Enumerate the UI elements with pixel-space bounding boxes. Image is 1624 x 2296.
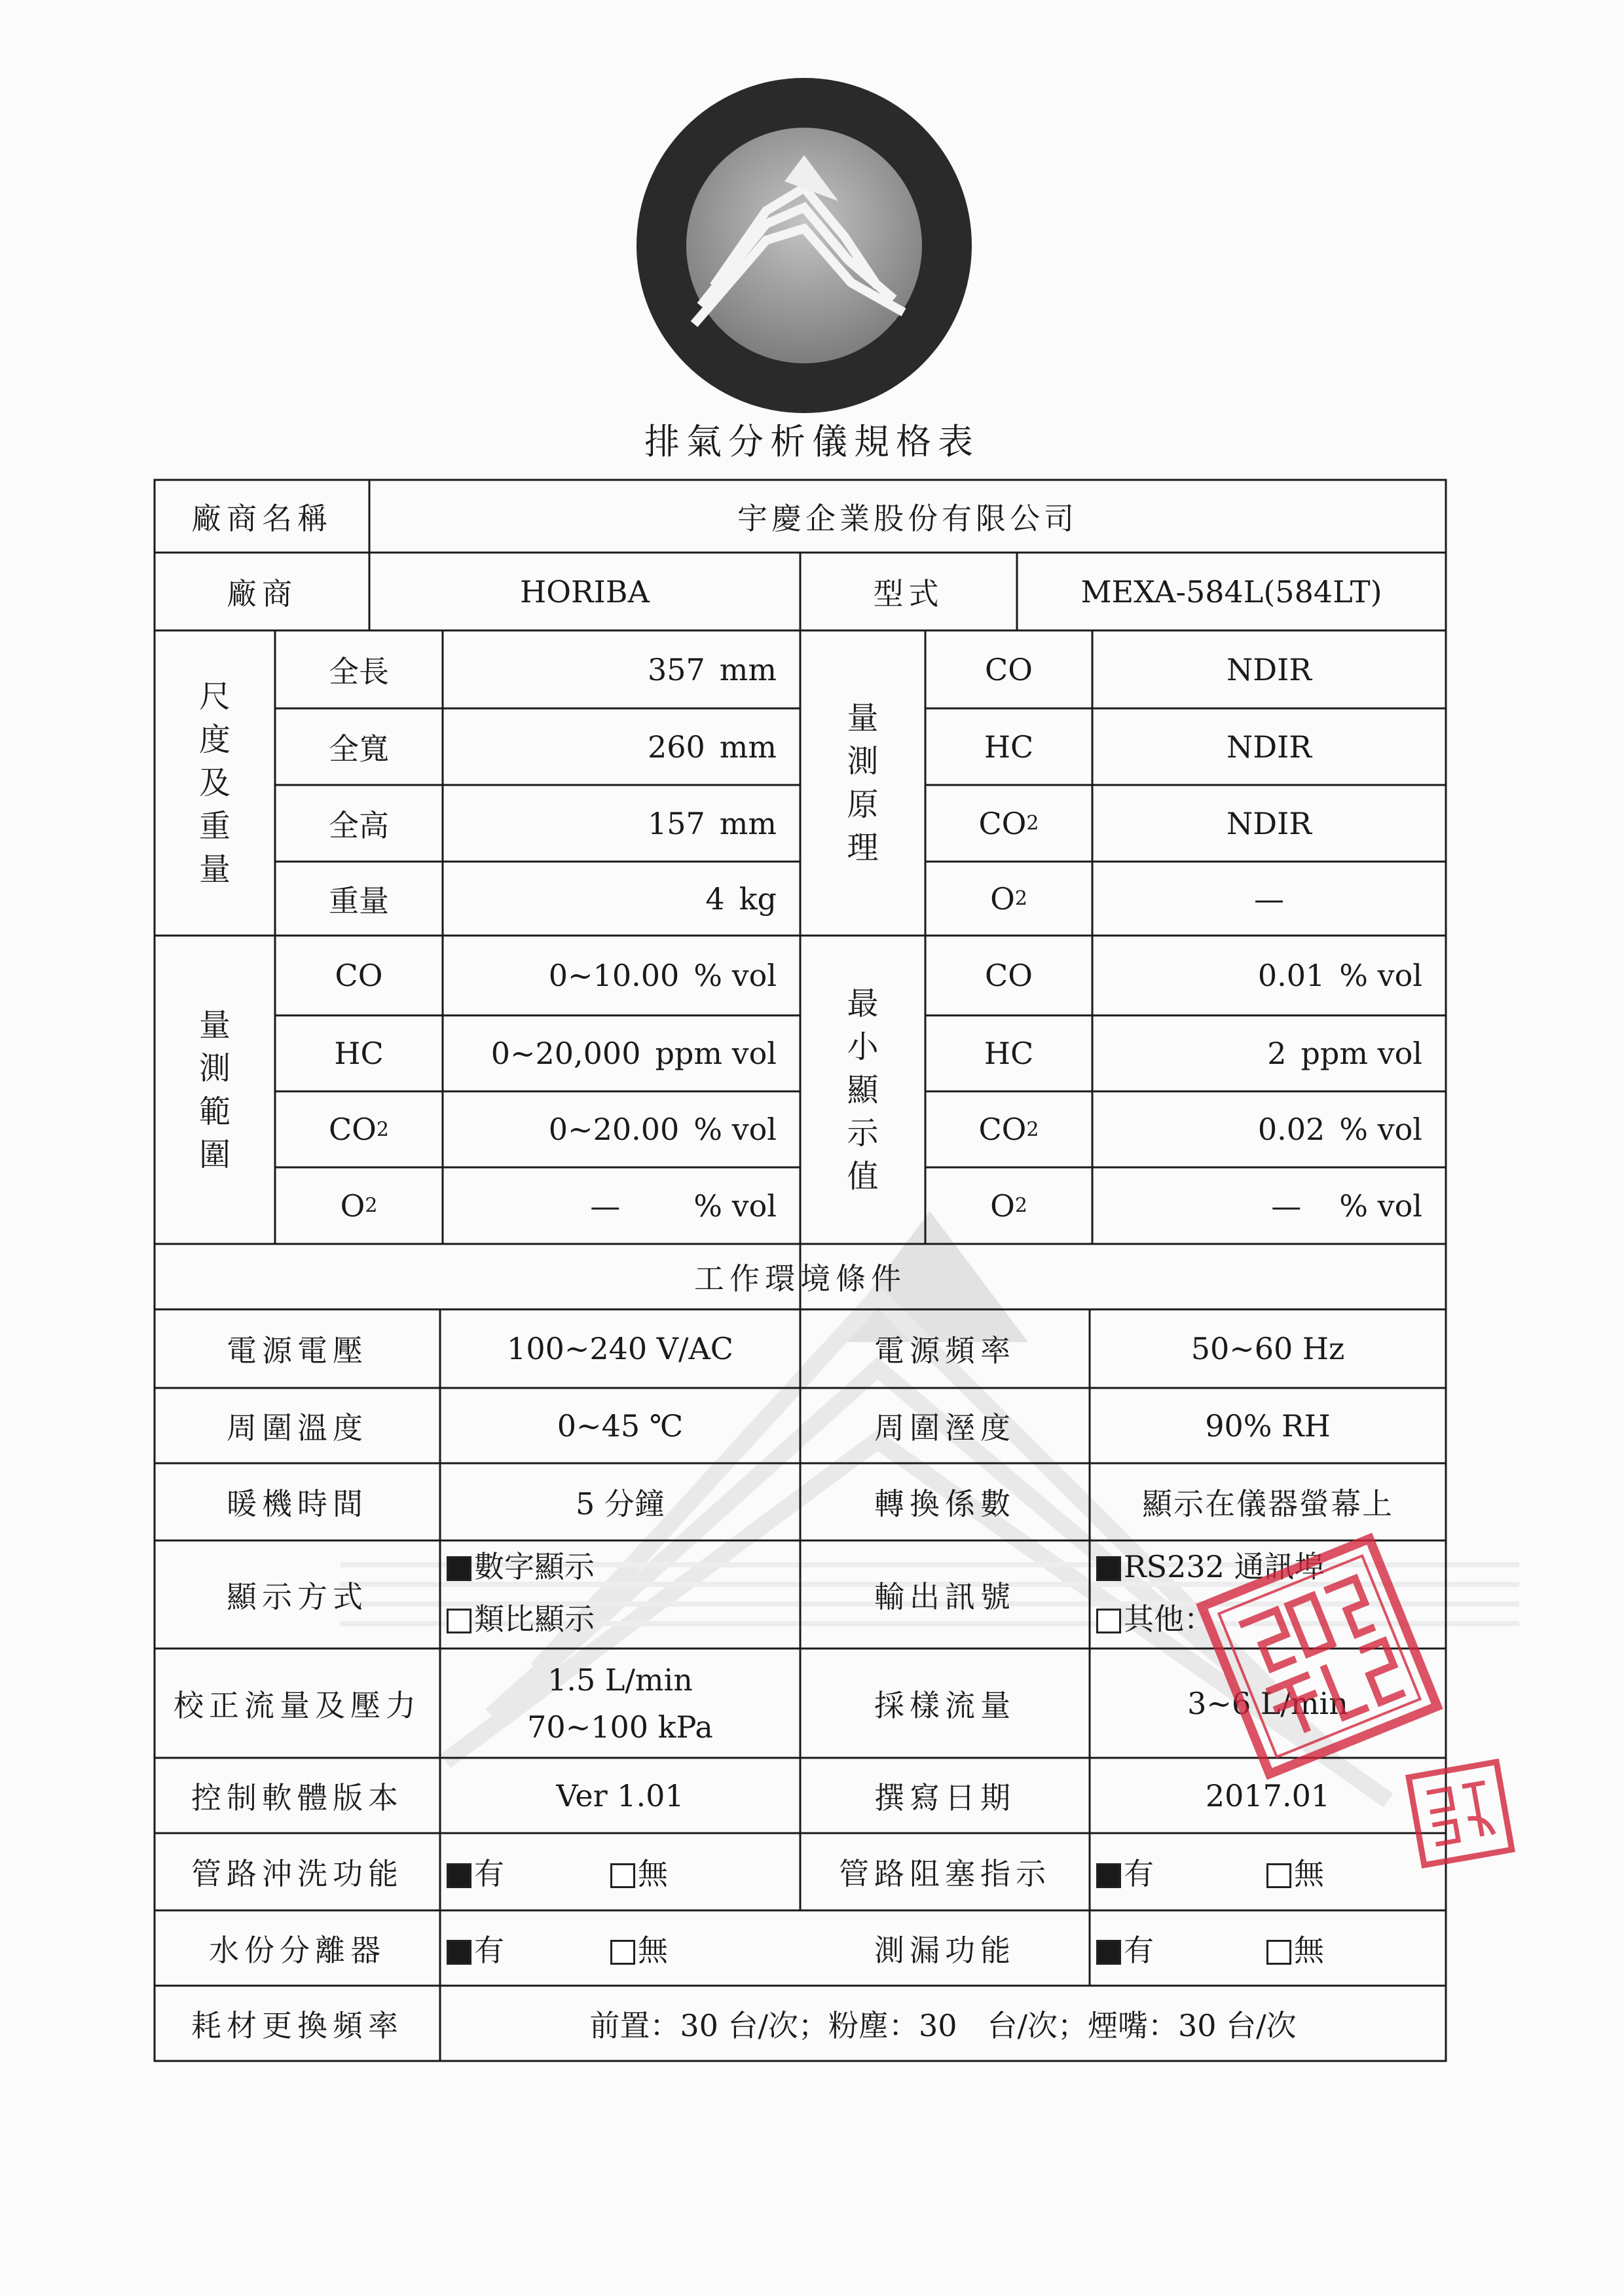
resolution-value-co: 0.01 % vol	[1257, 958, 1422, 993]
principle-gas-hc: HC	[984, 729, 1034, 765]
environment-section-title: 工作環境條件	[694, 1261, 906, 1296]
leak-no[interactable]: 無	[1266, 1927, 1324, 1970]
checkbox-checked-icon[interactable]	[1096, 1940, 1121, 1965]
checkbox-empty-icon[interactable]	[1266, 1863, 1291, 1888]
maker-value: HORIBA	[520, 574, 650, 610]
range-group-label: 量 測 範 圍	[198, 1006, 231, 1173]
separator-yes[interactable]: 有	[447, 1927, 610, 1970]
ambient-temp-label: 周圍溫度	[227, 1410, 368, 1446]
principle-group-label: 量 測 原 理	[847, 700, 879, 866]
flush-yes[interactable]: 有	[447, 1850, 610, 1893]
checkbox-empty-icon[interactable]	[610, 1940, 635, 1965]
flush-function-label: 管路沖洗功能	[191, 1856, 403, 1891]
checkbox-checked-icon[interactable]	[447, 1556, 471, 1581]
principle-gas-co2: CO 2	[978, 805, 1039, 841]
consumable-value: 前置：30 台/次；粉塵：30 台/次；煙嘴：30 台/次	[589, 2007, 1297, 2043]
dim-width-label: 全寬	[329, 731, 389, 767]
display-mode-label: 顯示方式	[227, 1578, 368, 1614]
written-date-value: 2017.01	[1205, 1777, 1331, 1813]
maker-label: 廠商	[227, 575, 297, 611]
checkbox-empty-icon[interactable]	[447, 1609, 471, 1633]
flush-function-options	[440, 1833, 800, 1910]
power-voltage-label: 電源電壓	[227, 1333, 368, 1368]
checkbox-checked-icon[interactable]	[447, 1863, 471, 1888]
range-gas-hc: HC	[334, 1036, 384, 1071]
warmup-value: 5 分鐘	[576, 1486, 665, 1522]
software-version-value: Ver 1.01	[556, 1777, 684, 1813]
resolution-gas-co2: CO 2	[978, 1112, 1039, 1147]
output-option-rs232[interactable]: RS232 通訊埠	[1096, 1540, 1325, 1593]
checkbox-empty-icon[interactable]	[610, 1863, 635, 1888]
sampling-flow-label: 採樣流量	[874, 1687, 1016, 1723]
calibration-label: 校正流量及壓力	[174, 1687, 421, 1723]
dim-weight-label: 重量	[329, 883, 389, 919]
conversion-value: 顯示在儀器螢幕上	[1142, 1486, 1393, 1522]
written-date-label: 撰寫日期	[874, 1779, 1016, 1815]
leak-test-label: 測漏功能	[874, 1932, 1016, 1968]
range-value-co2: 0~20.00 % vol	[548, 1112, 777, 1147]
resolution-gas-co: CO	[985, 958, 1033, 993]
conversion-label: 轉換係數	[874, 1486, 1016, 1522]
range-gas-co2: CO 2	[328, 1112, 389, 1147]
range-value-o2: — % vol	[590, 1188, 777, 1224]
consumable-label: 耗材更換頻率	[191, 2007, 403, 2043]
range-value-hc: 0~20,000 ppm vol	[490, 1036, 777, 1071]
resolution-gas-o2: O 2	[990, 1188, 1027, 1224]
principle-method-co2: NDIR	[1227, 805, 1312, 841]
principle-gas-co: CO	[985, 651, 1033, 687]
warmup-label: 暖機時間	[227, 1486, 368, 1522]
leak-test-options	[1090, 1910, 1446, 1986]
resolution-group-label: 最 小 顯 示 值	[847, 985, 879, 1195]
principle-gas-o2: O 2	[990, 881, 1027, 917]
calibration-values	[440, 1649, 800, 1758]
power-frequency-value: 50~60 Hz	[1190, 1331, 1345, 1366]
range-gas-o2: O 2	[340, 1188, 378, 1224]
output-signal-label: 輸出訊號	[874, 1578, 1016, 1614]
document-title: 排氣分析儀規格表	[644, 421, 980, 462]
display-mode-options	[440, 1540, 800, 1649]
company-name: 宇慶企業股份有限公司	[737, 500, 1078, 536]
company-name-label: 廠商名稱	[191, 500, 333, 536]
dim-height-label: 全高	[329, 807, 389, 843]
dimensions-group-label: 尺 度 及 重 量	[198, 678, 231, 888]
ambient-humidity-label: 周圍溼度	[874, 1410, 1016, 1446]
company-seal-stamp	[1189, 1525, 1450, 1787]
leak-yes[interactable]: 有	[1096, 1927, 1266, 1970]
model-value: MEXA-584L(584LT)	[1080, 574, 1382, 610]
model-label: 型式	[873, 575, 944, 611]
dim-weight-value: 4 kg	[705, 881, 777, 917]
checkbox-checked-icon[interactable]	[1096, 1863, 1121, 1888]
water-separator-options	[440, 1910, 800, 1986]
calibration-pressure: 70~100 kPa	[527, 1709, 713, 1745]
checkbox-empty-icon[interactable]	[1096, 1609, 1121, 1633]
block-yes[interactable]: 有	[1096, 1850, 1266, 1893]
display-option-analog[interactable]: 類比顯示	[447, 1593, 595, 1645]
dim-length-label: 全長	[329, 653, 389, 689]
checkbox-checked-icon[interactable]	[1096, 1556, 1121, 1581]
sampling-flow-value: 3~6 L/min	[1187, 1685, 1348, 1721]
range-gas-co: CO	[335, 958, 383, 993]
separator-no[interactable]: 無	[610, 1927, 668, 1970]
dim-width-value: 260 mm	[647, 729, 777, 765]
water-separator-label: 水份分離器	[209, 1932, 386, 1968]
power-frequency-label: 電源頻率	[874, 1333, 1016, 1368]
calibration-flow: 1.5 L/min	[547, 1662, 693, 1698]
checkbox-empty-icon[interactable]	[1266, 1940, 1291, 1965]
checkbox-checked-icon[interactable]	[447, 1940, 471, 1965]
dim-height-value: 157 mm	[647, 805, 777, 841]
power-voltage-value: 100~240 V/AC	[507, 1331, 733, 1366]
output-option-other[interactable]: 其他：	[1096, 1593, 1214, 1645]
ambient-humidity-value: 90% RH	[1205, 1408, 1331, 1444]
ambient-temp-value: 0~45 ℃	[557, 1408, 684, 1444]
flush-no[interactable]: 無	[610, 1850, 668, 1893]
display-option-digital[interactable]: 數字顯示	[447, 1540, 595, 1593]
principle-method-co: NDIR	[1227, 651, 1312, 687]
principle-method-hc: NDIR	[1227, 729, 1312, 765]
resolution-value-o2: — % vol	[1271, 1188, 1422, 1224]
resolution-gas-hc: HC	[984, 1036, 1034, 1071]
resolution-value-co2: 0.02 % vol	[1257, 1112, 1422, 1147]
block-indicator-options	[1090, 1833, 1446, 1910]
principle-method-o2: —	[1254, 881, 1284, 917]
software-version-label: 控制軟體版本	[191, 1779, 403, 1815]
dim-length-value: 357 mm	[647, 651, 777, 687]
block-indicator-label: 管路阻塞指示	[839, 1856, 1051, 1891]
resolution-value-hc: 2 ppm vol	[1267, 1036, 1422, 1071]
personal-seal-stamp	[1401, 1755, 1519, 1872]
range-value-co: 0~10.00 % vol	[548, 958, 777, 993]
block-no[interactable]: 無	[1266, 1850, 1324, 1893]
